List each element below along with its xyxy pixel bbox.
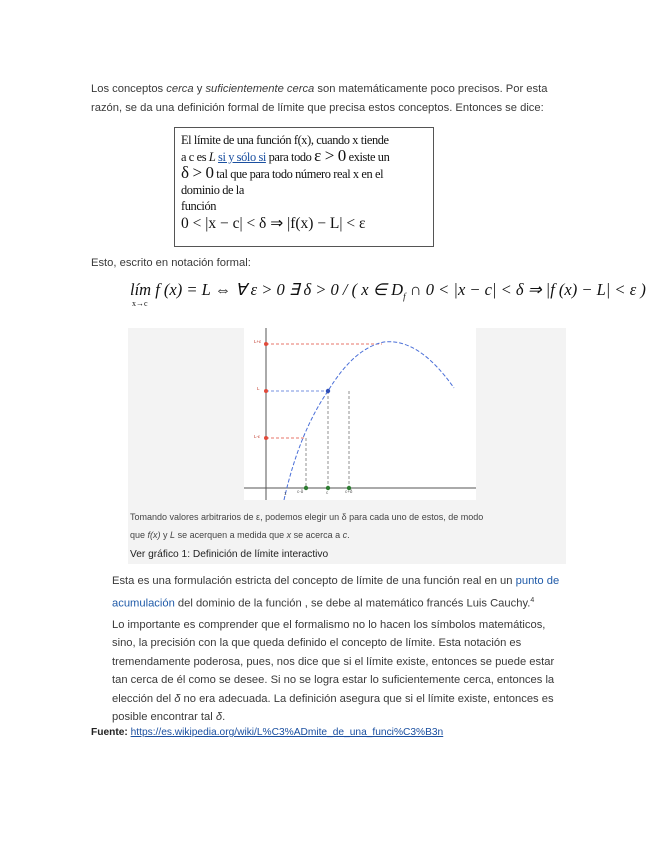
definition-line-4: dominio de la — [181, 183, 244, 197]
figure-title: Ver gráfico 1: Definición de límite interactivo — [130, 549, 329, 560]
function-curve — [284, 342, 454, 500]
lim-symbol: lím — [130, 280, 152, 299]
source-label: Fuente: — [91, 727, 131, 738]
point-on-curve — [326, 389, 330, 393]
limit-graph-svg — [244, 328, 476, 500]
lim-subscript: x→c — [132, 299, 148, 308]
term-cerca: cerca — [166, 83, 194, 95]
term-suficientemente-cerca: suficientemente cerca — [205, 83, 315, 95]
point-c-minus-delta — [304, 486, 308, 490]
intro-paragraph: Los conceptos cerca y suficientemente cerca son matemáticamente poco precisos. Por esta razón, se da una definición formal de límite que precisa estos conceptos. Entonces se dice: — [91, 83, 548, 114]
formal-intro-text: Esto, escrito en notación formal: — [91, 257, 251, 269]
point-L-minus-eps — [264, 436, 268, 440]
si-y-solo-si-link[interactable]: si y sólo si — [218, 150, 266, 164]
label-x-origin: 1 — [284, 491, 287, 496]
source-line — [91, 727, 443, 738]
source-link[interactable]: https://es.wikipedia.org/wiki/L%C3%ADmite_de_una_funci%C3%B3n — [130, 727, 444, 738]
point-L — [264, 389, 268, 393]
label-c-minus-delta: c-δ — [297, 489, 304, 494]
epsilon-condition: ε > 0 — [314, 146, 346, 165]
definition-line-2: a c es L si y sólo si para todo ε > 0 existe un — [181, 146, 390, 165]
label-c: c — [326, 490, 329, 495]
punto-de-acumulacion-link[interactable]: punto de acumulación — [112, 575, 560, 610]
label-L-minus-eps: L-ε — [254, 434, 261, 439]
definition-line-5: función — [181, 199, 217, 213]
point-L-plus-eps — [264, 342, 268, 346]
label-c-plus-delta: c+δ — [345, 489, 353, 494]
definition-formula: 0 < |x − c| < δ ⇒ |f(x) − L| < ε — [181, 215, 366, 232]
limit-graph[interactable] — [244, 328, 476, 500]
formal-notation: lím x→c f (x) = L ⇔ ∀ ε > 0 ∃ δ > 0 / ( x ∈ $D_f$ ∩ 0 < |x − c| < δ ⇒ |f (x) − L| < ε ) — [130, 280, 646, 308]
definition-box — [174, 127, 434, 247]
cauchy-paragraph: Esta es una formulación estricta del concepto de límite de una función real en un punto de acumulación del dominio de la función , se debe al matemático francés Luis Cauchy.$^4$ — [112, 575, 560, 610]
footnote-ref[interactable]: 4 — [530, 597, 535, 604]
definition-line-1: El límite de una función f(x), cuando x tiende — [181, 133, 389, 147]
label-L: L — [257, 386, 260, 391]
definition-line-3: δ > 0 tal que para todo número real x en el — [181, 163, 384, 182]
delta-condition: δ > 0 — [181, 163, 214, 182]
figure-caption: Tomando valores arbitrarios de ε, podemos elegir un δ para cada uno de estos, de modo que f(x) y L se acerquen a medida que x se acerca a c. — [130, 512, 484, 540]
formalism-paragraph: Lo importante es comprender que el formalismo no lo hacen los símbolos matemáticos, sino, la precisión con la que queda definido el concepto de límite. Esta notación es tremendamente poderosa, pues, nos dice que si el límite existe, entonces se puede estar tan cerca de él como se desee. Si no se logra estar lo suficientemente cerca, entonces la elección del δ no era adecuada. La definición asegura que si el límite existe, entonces es posible encontrar tal δ. — [112, 619, 555, 724]
label-L-plus-eps: L+ε — [254, 339, 262, 344]
